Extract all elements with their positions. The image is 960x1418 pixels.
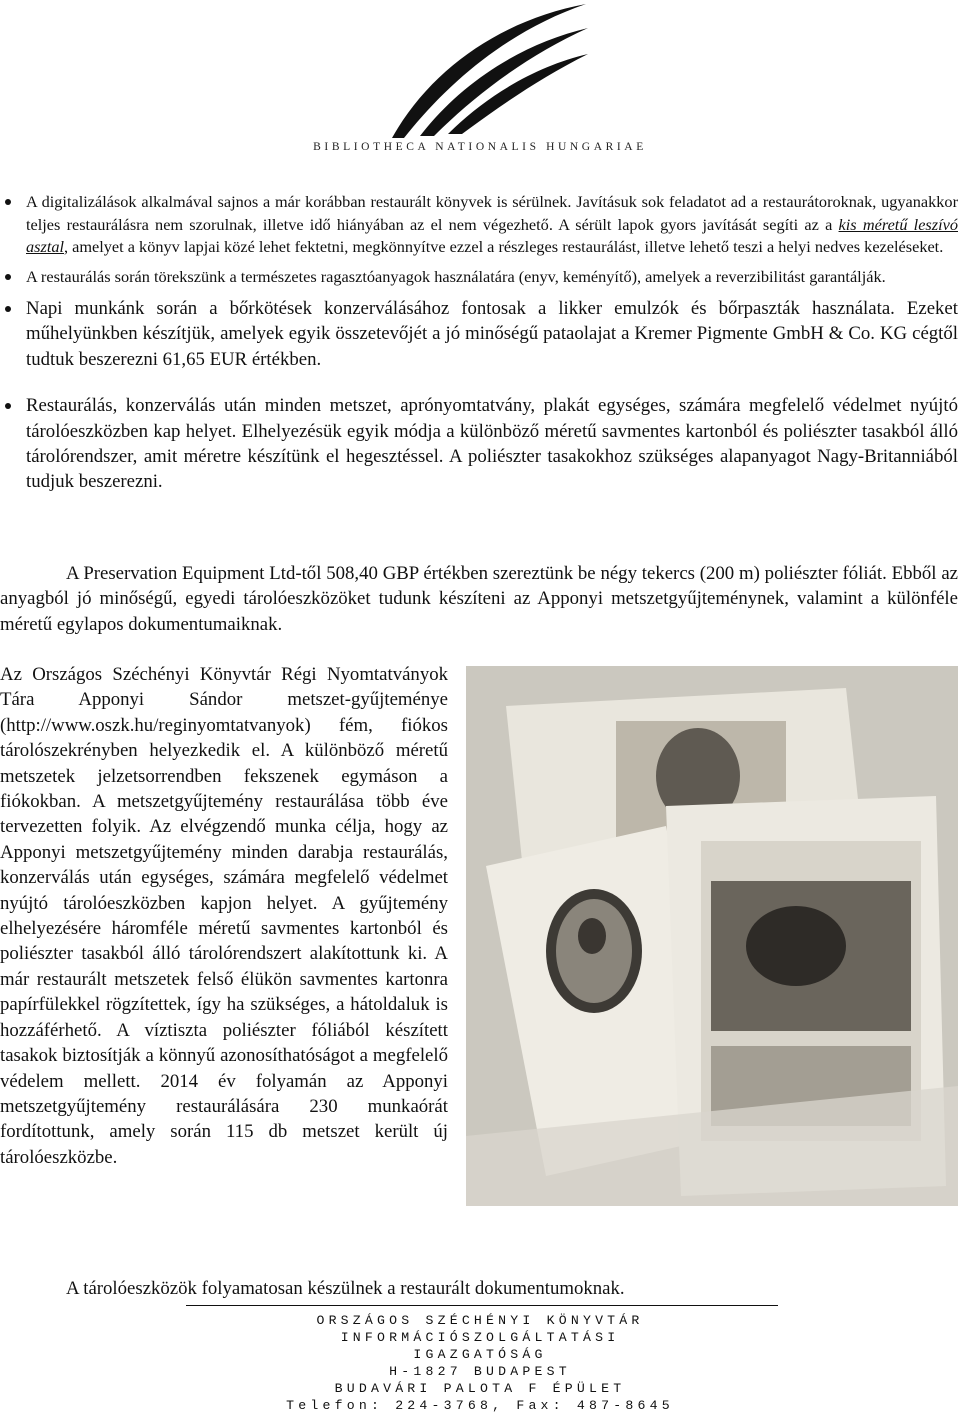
swoosh-logo-icon [390, 0, 590, 140]
photo-engravings-in-folders [466, 666, 958, 1206]
paragraph-preservation: A Preservation Equipment Ltd-től 508,40 GBP értékben szereztünk be négy tekercs (200 m) poliészter fóliát. Ebből az anyagból jó minőségű, egyedi tárolóeszközöket tudunk készíteni az Apponyi metszetgyűjteménynek, valamint a különféle méretű egylapos dokumentumaiknak. [0, 563, 958, 635]
bullet-item-digitalization [0, 191, 960, 259]
library-logo [300, 0, 660, 155]
footer-line-building: BUDAVÁRI PALOTA F ÉPÜLET [334, 1380, 626, 1396]
bullet-item-storage: Restaurálás, konzerválás után minden metszet, aprónyomtatvány, plakát egységes, számára megfelelő védelmet nyújtó tárolóeszközben kap helyet. Elhelyezésük egyik módja a különböző méretű savmentes kartonból és poliészter tasakból álló tárolórendszer, amit méretre készítünk el hegesztéssel. A poliészter tasakokhoz szükséges alapanyagot Nagy-Britanniából tudjuk beszerezni. [0, 393, 960, 495]
paragraph-storage-ongoing: A tárolóeszközök folyamatosan készülnek a restaurált dokumentumoknak. [66, 1278, 625, 1299]
bullet-text: A digitalizálások alkalmával sajnos a már korábban restaurált könyvek is sérülnek. Javításuk sok feladatot ad a restaurátoroknak, ugyanakkor teljes restaurálásra nem szorulnak, illetve idő hiányában az el nem végezhető. A sérült lapok gyors javítását segíti az a [26, 192, 958, 234]
paragraph-apponyi: Az Országos Széchényi Könyvtár Régi Nyomtatványok Tára Apponyi Sándor metszet-gyűjteménye (http://www.oszk.hu/reginyomtatvanyok) fém, fiókos tárolószekrényben helyezkedik el. A különböző méretű metszetek jelzetsorrendben fekszenek egymáson a fiókokban. A metszetgyűjtemény restaurálása több éve tervezetten folyik. Az elvégzendő munka célja, hogy az Apponyi metszetgyűjtemény minden darabja restaurálás, konzerválás után egységes, számára megfelelő védelmet nyújtó tárolóeszközben kapjon helyet. A gyűjtemény elhelyezésére háromféle méretű savmentes kartonból és poliészter tasakból álló tárolórendszert alakítottunk ki. A már restaurált metszetek felső élükön savmentes kartonra papírfülekkel rögzítettek, így ha szükséges, a hátoldaluk is hozzáférhető. A víztiszta poliészter fóliából készített tasakok biztosítják a könnyű azonosíthatóságot a megfelelő védelem mellett. 2014 év folyamán az Apponyi metszetgyűjtemény restaurálására 230 munkaórát fordítottunk, amely során 115 db metszet került új tárolóeszközbe. [0, 664, 448, 1168]
footer-line-postcode: H-1827 BUDAPEST [389, 1363, 571, 1379]
logo-text: BIBLIOTHECA NATIONALIS HUNGARIAE [313, 141, 647, 153]
footer-line-directorate: IGAZGATÓSÁG [413, 1346, 547, 1362]
apponyi-section [0, 662, 958, 1206]
bullet-text: , amelyet a könyv lapjai közé lehet fektetni, megkönnyítve ezzel a részleges restaurálást, illetve lehető teszi a helyi nedves kezeléseket. [64, 237, 944, 256]
footer-address-block [0, 1313, 960, 1414]
footer-line-institution: ORSZÁGOS SZÉCHÉNYI KÖNYVTÁR [316, 1313, 644, 1328]
bullet-item-adhesives: A restaurálás során törekszünk a természetes ragasztóanyagok használatára (enyv, keményítő), amelyek a reverzibilitást garantálják. [0, 266, 960, 289]
bullet-list [0, 191, 960, 495]
footer-divider [186, 1305, 778, 1306]
footer-line-contact: Telefon: 224-3768, Fax: 487-8645 [286, 1397, 674, 1413]
inline-link-suction-table[interactable]: kis méretű leszívó asztal [26, 214, 958, 256]
footer-line-department: INFORMÁCIÓSZOLGÁLTATÁSI [340, 1329, 620, 1345]
bullet-item-leather-bindings: Napi munkánk során a bőrkötések konzerválásához fontosak a likker emulzók és bőrpaszták használata. Ezeket műhelyünkben készítjük, amelyek egyik összetevőjét a jó minőségű pataolajat a Kremer Pigmente GmbH & Co. KG cégtől tudtuk beszerezni 61,65 EUR értékben. [0, 296, 960, 372]
